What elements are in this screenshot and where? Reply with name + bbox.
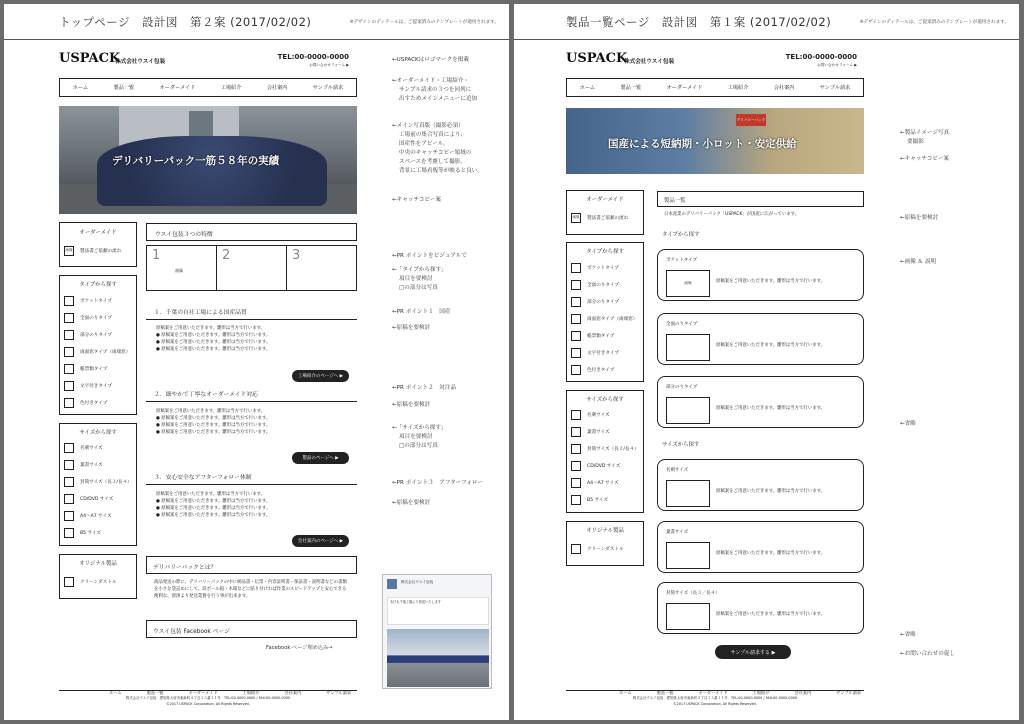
checkbox-icon [64, 528, 74, 538]
product-card-postcard-size[interactable]: 葉書サイズ 原稿案をご用意いただきます。雛形は当方で行います。 [657, 521, 864, 573]
order-made-item[interactable]: 画像 製法書ご依頼の流れ [567, 209, 643, 226]
nav-company[interactable]: 会社案内 [266, 85, 288, 91]
size-item-envelope[interactable]: 封筒サイズ（長３/長４） [567, 440, 643, 457]
checkbox-icon [64, 494, 74, 504]
checkbox-icon [571, 410, 581, 420]
feature-cell-2: 2 [217, 246, 287, 290]
type-item-full-glue[interactable]: 全面のりタイプ [567, 276, 643, 293]
size-item-cd[interactable]: CD/DVD サイズ [60, 490, 136, 507]
checkbox-icon [571, 427, 581, 437]
site-logo[interactable]: USPACK [566, 51, 628, 66]
type-item-pocket[interactable]: ポケットタイプ [60, 292, 136, 309]
checkbox-icon [571, 331, 581, 341]
nav-sample[interactable]: サンプル請求 [312, 85, 344, 91]
pr-section-3-body: 原稿案をご用意いただきます。雛形は当方で行います。 ● 原稿案をご用意いただきます。雛形は当方で行います。 ● 原稿案をご用意いただきます。雛形は当方で行います。 ● 原稿案をご用意いただきます。雛形は当方で行います。 [156, 492, 271, 518]
checkbox-icon [571, 263, 581, 273]
annotation-image-desc: ←画像 ＆ 説明 [900, 259, 937, 265]
sheet-note: ※デザインのディテールは、ご提案済みのテンプレートが適用されます。 [349, 20, 499, 25]
order-made-heading: オーダーメイド [586, 197, 624, 203]
size-item-a4-a7[interactable]: A4～A7 サイズ [567, 474, 643, 491]
annotation-size-search: ←「サイズから探す」 項目を要検討 □の部分は写真 [392, 425, 447, 449]
product-tag: デリバリーパック [736, 114, 766, 126]
factory-page-button[interactable]: 工場紹介のページへ ▶ [292, 370, 349, 382]
annotation-inquiry: ←お問い合わせの促し [900, 651, 956, 657]
annotation-pr-visual: ←PR ポイントをビジュアルで [392, 253, 467, 259]
type-item-double-window[interactable]: 両面窓タイプ（両端窓） [567, 310, 643, 327]
type-search-heading: タイプから探す [79, 282, 117, 288]
footer-rule [59, 690, 357, 691]
annotation-review-3: ←原稿を要検討 [392, 500, 431, 506]
type-search-box [59, 275, 137, 415]
checkbox-icon [64, 477, 74, 487]
type-item-partial-glue[interactable]: 部分のりタイプ [60, 326, 136, 343]
type-item-forms[interactable]: 帳票類タイプ [567, 327, 643, 344]
checkbox-icon [64, 381, 74, 391]
annotation-hero-photo: ←メイン写真版（撮影必須） 工場前の集合写真により、 国産性をアピール。 中央のキャッチコピー領域の スペースを考慮して撮影。 背景に工場看板等が映ると良い。 [392, 123, 483, 174]
hero-catch-copy: デリバリーパック一筋５８年の実績 [112, 155, 280, 167]
footer-nav-order[interactable]: オーダーメイド [188, 690, 218, 695]
checkbox-icon [64, 460, 74, 470]
staff-group-photo [97, 136, 327, 206]
annotation-review: ←原稿を要検討 [900, 215, 939, 221]
footer-nav-factory[interactable]: 工場紹介 [242, 690, 260, 695]
product-card-envelope-size[interactable]: 封筒サイズ（長３／長４） 原稿案をご用意いただきます。雛形は当方で行います。 [657, 582, 864, 634]
nav-products[interactable]: 製品一覧 [113, 85, 135, 91]
image-placeholder-icon: 画像 [175, 268, 183, 273]
feature-cell-1: 1 画像 [147, 246, 217, 290]
features-title: ウスイ包装３つの特徴 [146, 223, 357, 241]
image-placeholder-icon: 画像 [64, 246, 74, 256]
tel-number: TEL:00-0000-0000 [277, 53, 349, 61]
pr-section-2-body: 原稿案をご用意いただきます。雛形は当方で行います。 ● 原稿案をご用意いただきます。雛形は当方で行います。 ● 原稿案をご用意いただきます。雛形は当方で行います。 ● 原稿案をご用意いただきます。雛形は当方で行います。 [156, 409, 271, 435]
left-design-sheet [4, 4, 509, 720]
footer-nav-home[interactable]: ホーム [109, 690, 122, 695]
hero-photo [59, 106, 357, 214]
annotation-type-search: ←「タイプから探す」 項目を要検討 □の部分は写真 [392, 267, 447, 291]
footer-nav-sample[interactable]: サンプル請求 [836, 690, 862, 695]
type-item-double-window[interactable]: 両面窓タイプ（両端窓） [60, 343, 136, 360]
type-section-heading: タイプから探す [662, 232, 700, 238]
about-title: デリバリーパックとは？ [146, 556, 357, 574]
product-card-partial-glue[interactable]: 部分のりタイプ 原稿案をご用意いただきます。雛形は当方で行います。 [657, 376, 864, 428]
type-item-printed[interactable]: 文字付きタイプ [567, 344, 643, 361]
checkbox-icon [64, 313, 74, 323]
checkbox-icon [64, 347, 74, 357]
footer-nav-sample[interactable]: サンプル請求 [326, 690, 352, 695]
checkbox-icon [64, 443, 74, 453]
annotation-review-1: ←原稿を要検討 [392, 325, 431, 331]
site-logo[interactable]: USPACK [59, 51, 121, 66]
inquiry-link[interactable]: お問い合わせフォーム ▶ [817, 63, 857, 67]
product-card-card-size[interactable]: 名刺サイズ 原稿案をご用意いただきます。雛形は当方で行います。 [657, 459, 864, 511]
checkbox-icon [64, 577, 74, 587]
annotation-logo: ←USPACKはロゴマークを掲載 [392, 57, 469, 63]
size-item-card[interactable]: 名刺サイズ [567, 406, 643, 423]
footer-address: 株式会社ウスイ包装 愛知県大府市東新町４丁目１３番１１号 TEL:00-0000-0000 / FAX:00-0000-0000 [632, 696, 798, 700]
nav-factory[interactable]: 工場紹介 [727, 85, 749, 91]
image-placeholder-icon [666, 480, 710, 507]
copyright: ©2017 USPACK Corporation, All Rights Reserved. [673, 702, 757, 706]
annotation-catch-copy: ←キャッチコピー案 [900, 156, 949, 162]
footer-nav-company[interactable]: 会社案内 [794, 690, 812, 695]
hero-catch-copy: 国産による短納期・小ロット・安定供給 [608, 138, 797, 150]
checkbox-icon [571, 544, 581, 554]
type-item-full-glue[interactable]: 全面のりタイプ [60, 309, 136, 326]
feature-cell-3: 3 [292, 248, 301, 263]
size-item-b5[interactable]: B5 サイズ [567, 491, 643, 508]
product-hero-photo [566, 108, 864, 174]
inquiry-link[interactable]: お問い合わせフォーム ▶ [309, 63, 349, 67]
nav-order-made[interactable]: オーダーメイド [666, 85, 703, 91]
type-item-pocket[interactable]: ポケットタイプ [567, 259, 643, 276]
order-made-box [566, 190, 644, 235]
checkbox-icon [571, 444, 581, 454]
annotation-pr-3: ←PR ポイント３ アフターフォロー [392, 480, 484, 486]
nav-order-made[interactable]: オーダーメイド [159, 85, 196, 91]
annotation-omit-1: ←省略 [900, 421, 916, 427]
footer-rule [566, 690, 864, 691]
right-design-sheet [514, 4, 1019, 720]
size-item-card[interactable]: 名刺サイズ [60, 439, 136, 456]
original-products-box [566, 521, 644, 566]
company-page-button[interactable]: 会社案内のページへ ▶ [292, 535, 349, 547]
annotation-omit-2: ←省略 [900, 632, 916, 638]
size-search-heading: サイズから探す [586, 397, 624, 403]
checkbox-icon [571, 365, 581, 375]
size-item-cd[interactable]: CD/DVD サイズ [567, 457, 643, 474]
order-made-box [59, 222, 137, 267]
checkbox-icon [571, 297, 581, 307]
fb-post-text: 本日も千葉工場より発送いたします [387, 597, 489, 625]
checkbox-icon [64, 364, 74, 374]
footer-nav-order[interactable]: オーダーメイド [698, 690, 728, 695]
image-placeholder-icon [666, 397, 710, 424]
sheet-title: トップページ 設計図 第２案 (2017/02/02) [59, 15, 312, 29]
type-item-partial-glue[interactable]: 部分のりタイプ [567, 293, 643, 310]
product-card-full-glue[interactable]: 全面のりタイプ 原稿案をご用意いただきます。雛形は当方で行います。 [657, 313, 864, 365]
size-item-postcard[interactable]: 葉書サイズ [567, 423, 643, 440]
sample-request-button[interactable]: サンプル請求する ▶ [715, 645, 791, 659]
size-section-heading: サイズから探す [662, 442, 700, 448]
size-search-box [566, 390, 644, 513]
original-item-cleandustle[interactable]: クリーンダストル [60, 573, 136, 590]
sheet-title-bar [4, 4, 509, 40]
checkbox-icon [571, 461, 581, 471]
size-search-box [59, 423, 137, 546]
size-item-b5[interactable]: B5 サイズ [60, 524, 136, 541]
features-grid [146, 245, 357, 291]
sheet-note: ※デザインのディテールは、ご提案済みのテンプレートが適用されます。 [859, 20, 1009, 25]
annotation-review-2: ←原稿を要検討 [392, 402, 431, 408]
section-rule [146, 401, 357, 402]
image-placeholder-icon [666, 542, 710, 569]
facebook-embed-label: Facebook ページ埋め込み→ [266, 645, 333, 651]
intro-text: 日本産業のデリバリーパック「USPACK」が国産に広がっています。 [664, 212, 800, 217]
company-name: 株式会社ウスイ包装 [624, 59, 675, 65]
section-rule [146, 319, 357, 320]
nav-factory[interactable]: 工場紹介 [220, 85, 242, 91]
footer-nav-home[interactable]: ホーム [619, 690, 632, 695]
checkbox-icon [64, 398, 74, 408]
pr-section-1-body: 原稿案をご用意いただきます。雛形は当方で行います。 ● 原稿案をご用意いただきます。雛形は当方で行います。 ● 原稿案をご用意いただきます。雛形は当方で行います。 ● 原稿案をご用意いただきます。雛形は当方で行います。 [156, 326, 271, 352]
original-item-cleandustle[interactable]: クリーンダストル [567, 540, 643, 557]
footer-nav-factory[interactable]: 工場紹介 [752, 690, 770, 695]
footer-nav-products[interactable]: 製品一覧 [656, 690, 674, 695]
checkbox-icon [64, 330, 74, 340]
section-rule [146, 484, 357, 485]
annotation-product-photo: ←製品イメージ写真 要撮影 [900, 130, 950, 145]
sheet-title: 製品一覧ページ 設計図 第１案 (2017/02/02) [566, 15, 832, 29]
size-search-heading: サイズから探す [79, 430, 117, 436]
image-placeholder-icon: 画像 [571, 213, 581, 223]
main-nav [59, 78, 357, 97]
order-made-item[interactable]: 画像 製法書ご依頼の流れ [60, 242, 136, 259]
type-item-colored[interactable]: 色付きタイプ [567, 361, 643, 378]
annotation-pr-1: ←PR ポイント１ 国産 [392, 309, 451, 315]
tel-number: TEL:00-0000-0000 [785, 53, 857, 61]
size-item-envelope[interactable]: 封筒サイズ（長３/長４） [60, 473, 136, 490]
order-made-heading: オーダーメイド [79, 230, 117, 236]
main-nav [566, 78, 864, 97]
product-card-pocket[interactable]: ポケットタイプ 画像 原稿案をご用意いただきます。雛形は当方で行います。 [657, 249, 864, 301]
original-products-heading: オリジナル製品 [586, 528, 624, 534]
facebook-embed-mock: 株式会社ウスイ包装 本日も千葉工場より発送いたします [382, 574, 492, 689]
checkbox-icon [571, 348, 581, 358]
type-search-heading: タイプから探す [586, 249, 624, 255]
about-text: 商品発送の際に、デリバリーパックの中に納品書・伝票・内容証明書・保証書・説明書などの書類を小さな袋詰めにして、段ボール箱・木箱などに貼り付ければ作業のスピードアップと安心できる便利な、唐津より発送業務を行う事が出来ます。 [154, 580, 347, 599]
image-placeholder-icon [666, 603, 710, 630]
checkbox-icon [571, 478, 581, 488]
copyright: ©2017 USPACK Corporation, All Rights Reserved. [166, 702, 250, 706]
size-item-a4-a7[interactable]: A4～A7 サイズ [60, 507, 136, 524]
size-item-postcard[interactable]: 葉書サイズ [60, 456, 136, 473]
facebook-title: ウスイ包装 Facebook ページ [146, 620, 357, 638]
type-search-box [566, 242, 644, 382]
annotation-catch-copy: ←キャッチコピー案 [392, 197, 441, 203]
pr-section-2-title: ２．細やかで丁寧なオーダーメイド対応 [154, 392, 258, 398]
nav-company[interactable]: 会社案内 [773, 85, 795, 91]
pr-section-3-title: ３．安心安全なアフターフォロー体制 [154, 475, 252, 481]
fb-post-photo [387, 629, 489, 687]
footer-address: 株式会社ウスイ包装 愛知県大府市東新町４丁目１３番１１号 TEL:00-0000-0000 / FAX:00-0000-0000 [125, 696, 291, 700]
original-products-heading: オリジナル製品 [79, 561, 117, 567]
image-placeholder-icon: 画像 [666, 270, 710, 297]
page-heading: 製品一覧 [657, 191, 864, 207]
product-page-button[interactable]: 製品のページへ ▶ [292, 452, 349, 464]
footer-nav-products[interactable]: 製品一覧 [146, 690, 164, 695]
sheet-title-bar [514, 4, 1019, 40]
pr-section-1-title: １．千葉の自社工場による国産品質 [154, 310, 247, 316]
checkbox-icon [571, 280, 581, 290]
nav-home[interactable]: ホーム [579, 85, 596, 91]
checkbox-icon [571, 495, 581, 505]
nav-products[interactable]: 製品一覧 [620, 85, 642, 91]
company-name: 株式会社ウスイ包装 [115, 59, 166, 65]
type-item-forms[interactable]: 帳票類タイプ [60, 360, 136, 377]
checkbox-icon [571, 314, 581, 324]
checkbox-icon [64, 511, 74, 521]
nav-sample[interactable]: サンプル請求 [819, 85, 851, 91]
original-products-box [59, 554, 137, 599]
fb-avatar [387, 579, 397, 589]
nav-home[interactable]: ホーム [72, 85, 89, 91]
type-item-printed[interactable]: 文字付きタイプ [60, 377, 136, 394]
image-placeholder-icon [666, 334, 710, 361]
annotation-menu: ←オーダーメイド・工場紹介・ サンプル請求の３つを同列に 出すためメインメニューに追加 [392, 78, 478, 102]
footer-nav-company[interactable]: 会社案内 [284, 690, 302, 695]
annotation-pr-2: ←PR ポイント２ 対注品 [392, 385, 457, 391]
type-item-colored[interactable]: 色付きタイプ [60, 394, 136, 411]
checkbox-icon [64, 296, 74, 306]
